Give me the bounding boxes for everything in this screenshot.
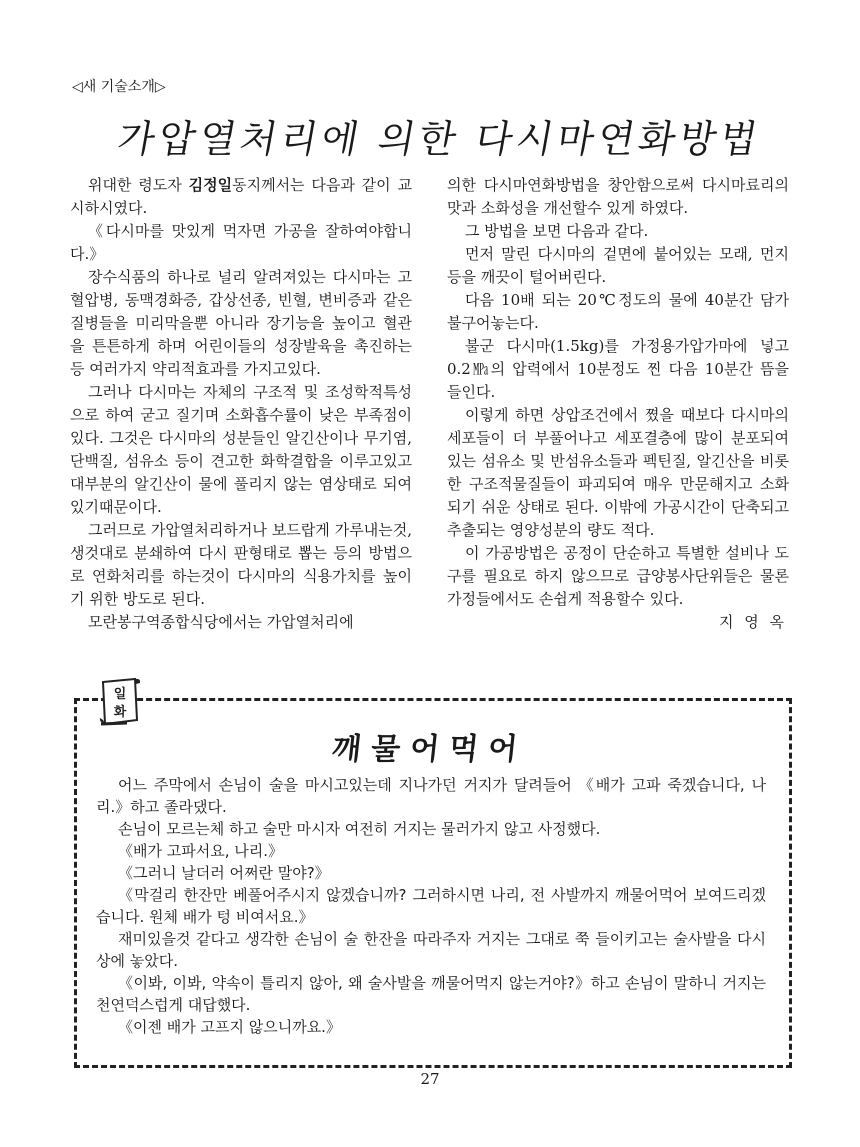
author-name: 지 영 옥 xyxy=(718,613,787,631)
article-paragraph: 다음 10배 되는 20℃정도의 물에 40분간 담가 불구어놓는다. xyxy=(447,291,789,332)
article-column-right xyxy=(447,174,789,634)
leader-name: 김정일 xyxy=(188,176,233,194)
article-paragraph: 위대한 령도자 김정일동지께서는 다음과 같이 교시하시였다. xyxy=(70,176,412,217)
article-paragraph: 그러나 다시마는 자체의 구조적 및 조성학적특성으로 하여 굳고 질기며 소화흡수률이 낮은 부족점이 있다. 그것은 다시마의 성분들인 알긴산이나 무기염, 단백질, 섬유소 등이 견고한 화학결합을 이루고있고 대부분의 알긴산이 물에 풀리지 않는 염상태로 되여있기때문이다. xyxy=(70,383,412,516)
article-paragraph: 의한 다시마연화방법을 창안함으로써 다시마료리의 맛과 소화성을 개선할수 있게 하였다. xyxy=(447,176,789,217)
humor-paragraph: 손님이 모르는체 하고 술만 마시자 여전히 거지는 물러가지 않고 사정했다. xyxy=(118,820,601,838)
article-paragraph: 불군 다시마(1.5kg)를 가정용가압가마에 넣고 0.2㎫의 압력에서 10분정도 찐 다음 10분간 뜸을 들인다. xyxy=(447,337,789,401)
article-column-left xyxy=(70,174,412,634)
article-paragraph: 그 방법을 보면 다음과 같다. xyxy=(465,222,649,240)
article-title: 가압열처리에 의한 다시마연화방법 xyxy=(114,117,765,161)
badge-label xyxy=(104,686,136,722)
article-paragraph: 모란봉구역종합식당에서는 가압열처리에 xyxy=(88,613,354,631)
badge-char: 화 xyxy=(113,705,127,720)
humor-title: 깨물어먹어 xyxy=(330,732,529,767)
article-paragraph: 그러므로 가압열처리하거나 보드랍게 가루내는것, 생것대로 분쇄하여 다시 판형태로 뽑는 등의 방법으로 연화처리를 하는것이 다시마의 식용가치를 높이기 위한 방도로 된다. xyxy=(70,521,412,608)
humor-paragraph: 《막걸리 한잔만 베풀어주시지 않겠습니까? 그러하시면 나리, 전 사발까지 깨물어먹어 보여드리겠습니다. 원체 배가 텅 비여서요.》 xyxy=(96,886,766,926)
humor-paragraph: 《그러니 날더러 어쩌란 말야?》 xyxy=(118,864,330,882)
humor-paragraph: 재미있을것 같다고 생각한 손님이 술 한잔을 따라주자 거지는 그대로 쭉 들이키고는 술사발을 다시 상에 놓았다. xyxy=(96,930,766,970)
article-paragraph: 이 가공방법은 공정이 단순하고 특별한 설비나 도구를 필요로 하지 않으므로 급양봉사단위들은 물론 가정들에서도 손쉽게 적용할수 있다. xyxy=(447,544,789,608)
article-paragraph: 먼저 말린 다시마의 겉면에 붙어있는 모래, 먼지 등을 깨끗이 털어버린다. xyxy=(447,245,789,286)
humor-paragraph: 《이봐, 이봐, 약속이 틀리지 않아, 왜 술사발을 깨물어먹지 않는거야?》하고 손님이 말하니 거지는 천연덕스럽게 대답했다. xyxy=(96,974,766,1014)
article-paragraph: 이렇게 하면 상압조건에서 쪘을 때보다 다시마의 세포들이 더 부풀어나고 세포결층에 많이 분포되여있는 섬유소 및 반섬유소들과 펙틴질, 알긴산을 비롯한 구조적물질들이 파괴되여 매우 만문해지고 소화되기 쉬운 상태로 된다. 이밖에 가공시간이 단축되고 추출되는 영양성분의 량도 적다. xyxy=(447,406,789,539)
humor-body xyxy=(96,774,766,1038)
badge-char: 일 xyxy=(113,687,127,702)
page-number: 27 xyxy=(420,1070,440,1088)
article-quote: 《다시마를 맛있게 먹자면 가공을 잘하여야합니다.》 xyxy=(70,222,412,263)
humor-paragraph: 《배가 고파서요, 나리.》 xyxy=(118,842,283,860)
section-tag: ◁새 기술소개▷ xyxy=(72,79,166,95)
humor-paragraph: 《이젠 배가 고프지 않으니까요.》 xyxy=(118,1018,341,1036)
article-paragraph: 장수식품의 하나로 널리 알려져있는 다시마는 고혈압병, 동맥경화증, 갑상선종, 빈혈, 변비증과 같은 질병들을 미리막을뿐 아니라 장기능을 높이고 혈관을 튼튼하게 하며 어린이들의 성장발육을 촉진하는 등 여러가지 약리적효과를 가지고있다. xyxy=(70,268,412,378)
humor-paragraph: 어느 주막에서 손님이 술을 마시고있는데 지나가던 거지가 달려들어 《배가 고파 죽겠습니다, 나리.》하고 졸라댔다. xyxy=(96,776,766,816)
